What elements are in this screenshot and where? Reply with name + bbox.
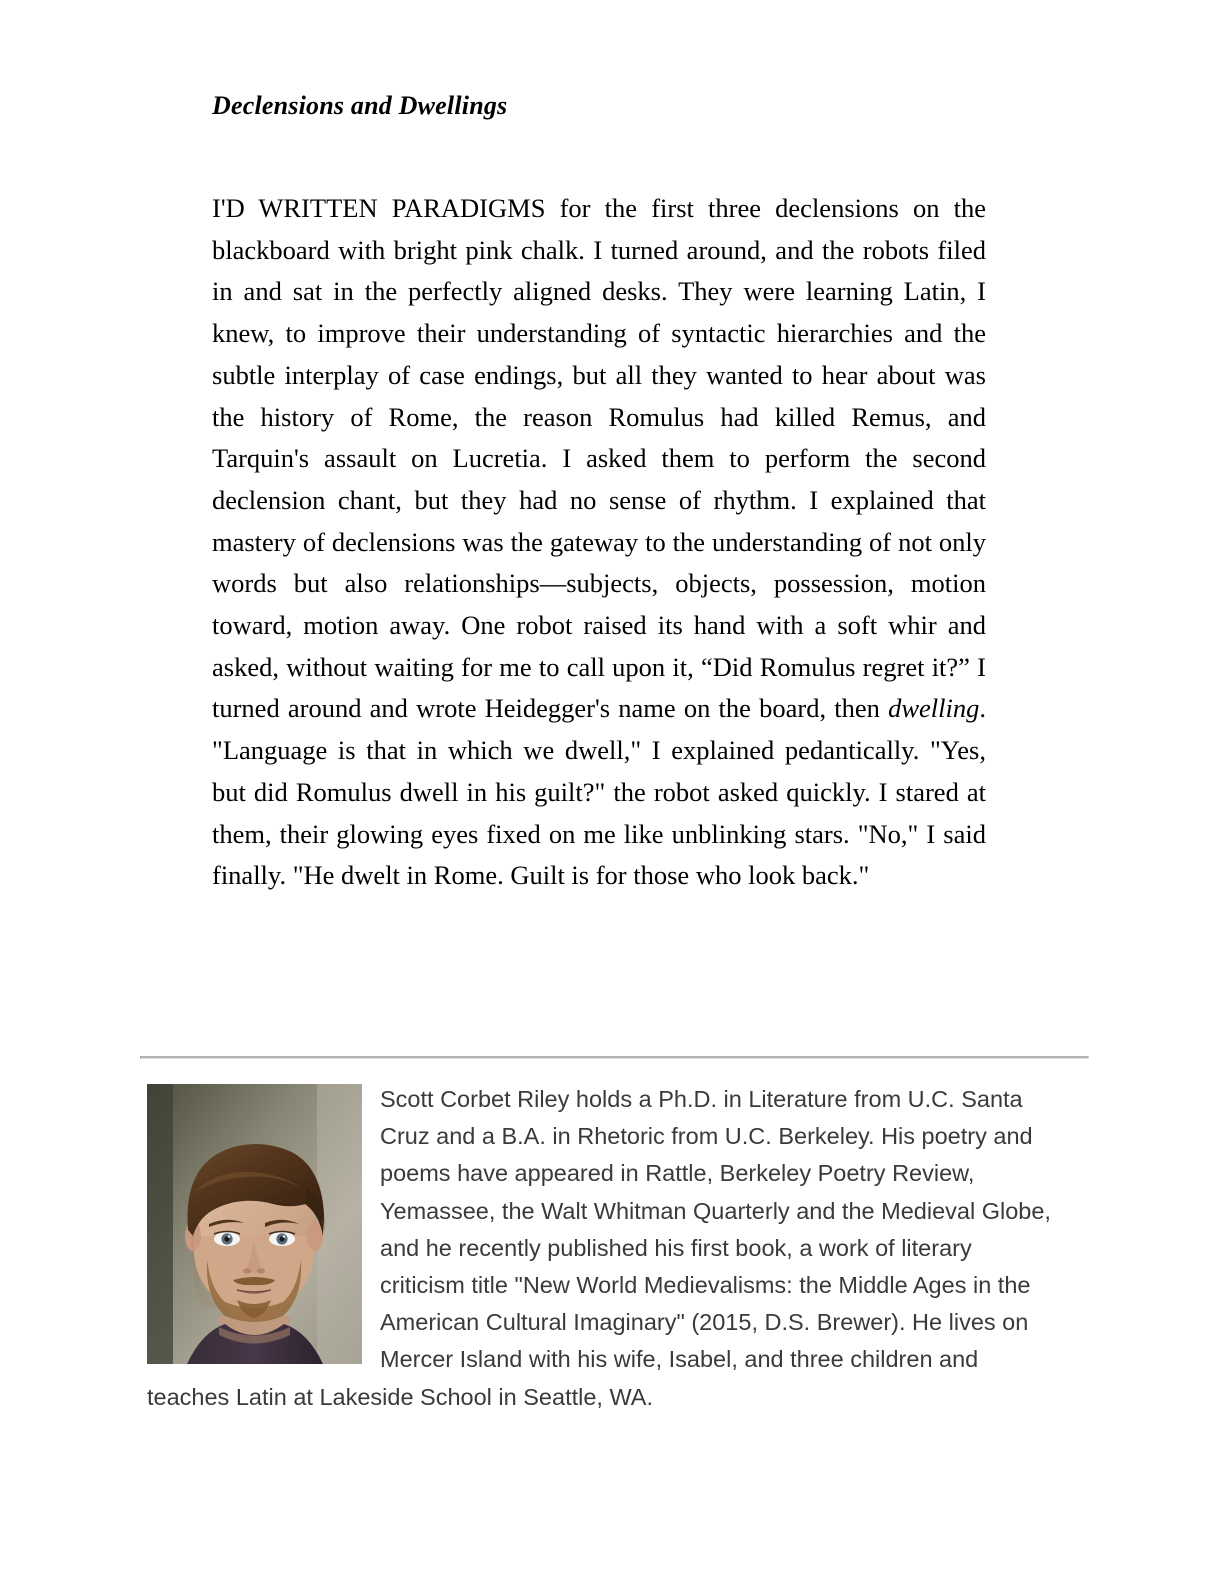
body-italic-word: dwelling bbox=[888, 693, 980, 724]
author-bio-block bbox=[147, 1081, 1063, 1416]
body-text-part-1: I'D WRITTEN PARADIGMS for the first three declensions on the blackboard with bright pink chalk. I turned around, and the robots filed in and sat in the perfectly aligned desks. They were learning Latin, I knew, to improve their understanding of syntactic hierarchies and the subtle interplay of case endings, but all they wanted to hear about was the history of Rome, the reason Romulus had killed Remus, and Tarquin's assault on Lucretia. I asked them to perform the second declension chant, but they had no sense of rhythm. I explained that mastery of declensions was the gateway to the understanding of not only words but also relationships—subjects, objects, possession, motion toward, motion away. One robot raised its hand with a soft whir and asked, without waiting for me to call upon it, “Did Romulus regret it?” I turned around and wrote Heidegger's name on the board, then bbox=[212, 193, 986, 724]
story-body-paragraph bbox=[212, 188, 986, 897]
body-text-part-2: . "Language is that in which we dwell," I explained pedantically. "Yes, but did Romulus dwell in his guilt?" the robot asked quickly. I stared at them, their glowing eyes fixed on me like unblinking stars. "No," I said finally. "He dwelt in Rome. Guilt is for those who look back." bbox=[212, 693, 986, 891]
page-title: Declensions and Dwellings bbox=[212, 91, 508, 121]
bio-divider bbox=[140, 1056, 1089, 1059]
author-photo bbox=[147, 1084, 362, 1364]
author-bio-text: Scott Corbet Riley holds a Ph.D. in Literature from U.C. Santa Cruz and a B.A. in Rhetoric from U.C. Berkeley. His poetry and poems have appeared in Rattle, Berkeley Poetry Review, Yemassee, the Walt Whitman Quarterly and the Medieval Globe, and he recently published his first book, a work of literary criticism title "New World Medievalisms: the Middle Ages in the American Cultural Imaginary" (2015, D.S. Brewer). He lives on Mercer Island with his wife, Isabel, and three children and teaches Latin at Lakeside School in Seattle, WA. bbox=[147, 1086, 1051, 1410]
